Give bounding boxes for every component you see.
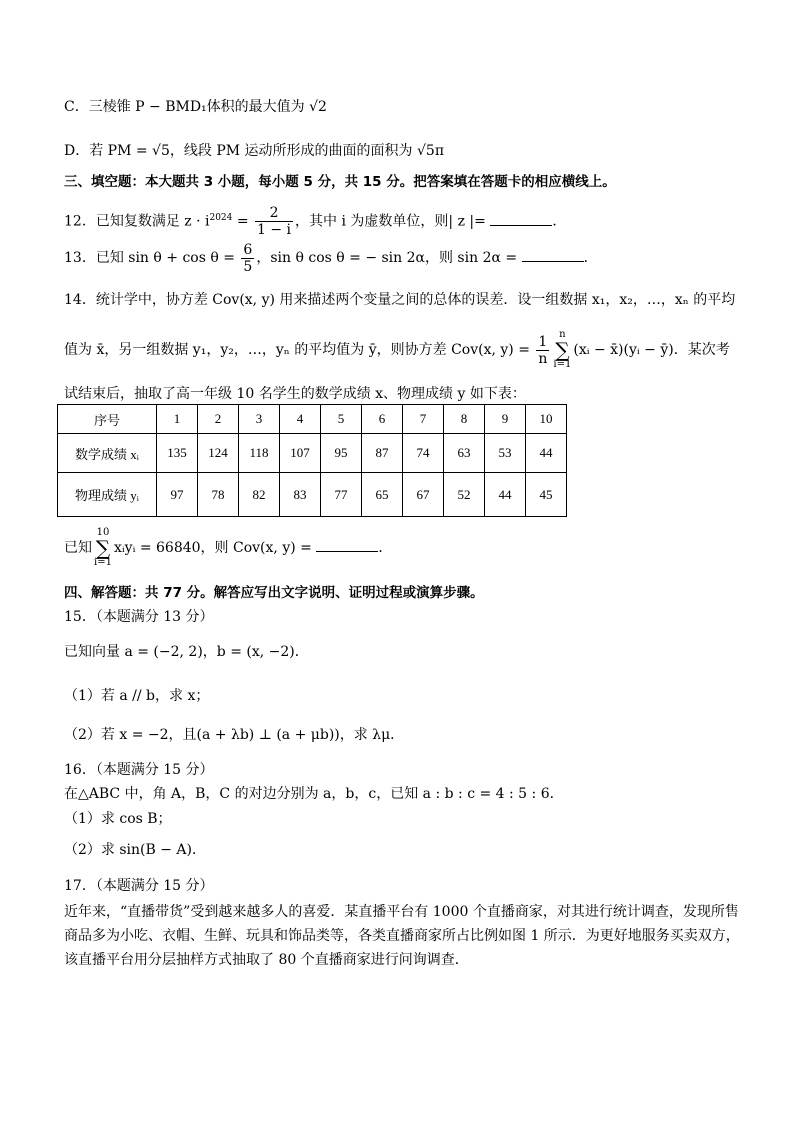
score-table bbox=[57, 404, 567, 517]
q14-fraction bbox=[536, 334, 549, 367]
table-header-cell: 2 bbox=[198, 405, 239, 434]
table-cell: 74 bbox=[403, 434, 444, 473]
q13-lead: 13．已知 sin θ + cos θ = bbox=[64, 250, 240, 266]
table-cell: 65 bbox=[362, 473, 403, 517]
table-row bbox=[58, 434, 567, 473]
q12-denominator: 1 − i bbox=[257, 222, 292, 239]
q14-line-2b: (xᵢ − x̄)(yᵢ − ȳ)．某次考 bbox=[573, 342, 730, 358]
table-cell: 82 bbox=[239, 473, 280, 517]
table-cell: 77 bbox=[321, 473, 362, 517]
table-header-label: 序号 bbox=[58, 405, 157, 434]
q12-exponent: 2024 bbox=[209, 213, 233, 223]
table-cell: 44 bbox=[485, 473, 526, 517]
table-cell: 97 bbox=[157, 473, 198, 517]
q16-stem: 在△ABC 中，角 A，B，C 的对边分别为 a，b，c，已知 a : b : c = 4 : 5 : 6． bbox=[64, 786, 564, 802]
q12-tail: ，其中 i 为虚数单位，则| z |= bbox=[295, 213, 491, 230]
q13-answer-blank[interactable] bbox=[522, 249, 584, 262]
table-cell: 53 bbox=[485, 434, 526, 473]
q14-line-4a: 已知 bbox=[64, 540, 92, 556]
q14-line-4: 已知10 ∑ i=1xᵢyᵢ = 66840，则 Cov(x, y) = ． bbox=[64, 527, 393, 568]
q14-frac-den: n bbox=[538, 350, 548, 367]
sigma-icon: ∑ bbox=[95, 536, 111, 560]
table-header-cell: 8 bbox=[444, 405, 485, 434]
q16-part-2: （2）求 sin(B − A)． bbox=[64, 842, 206, 858]
q14-line-2a: 值为 x̄，另一组数据 y₁，y₂，…，yₙ 的平均值为 ȳ，则协方差 Cov(x, y) = bbox=[64, 342, 535, 358]
table-header-cell: 9 bbox=[485, 405, 526, 434]
q14-frac-num: 1 bbox=[536, 334, 549, 351]
table-cell: 124 bbox=[198, 434, 239, 473]
table-row-label: 物理成绩 yᵢ bbox=[58, 473, 157, 517]
q12-fraction bbox=[255, 205, 293, 238]
q14-summation-2 bbox=[94, 528, 112, 568]
sigma-icon: ∑ bbox=[555, 338, 570, 362]
table-header-cell: 6 bbox=[362, 405, 403, 434]
q12-answer-blank[interactable] bbox=[490, 213, 552, 226]
q14-line-3: 试结束后，抽取了高一年级 10 名学生的数学成绩 x、物理成绩 y 如下表： bbox=[64, 386, 526, 402]
q13-numerator: 6 bbox=[243, 241, 253, 258]
table-cell: 45 bbox=[526, 473, 567, 517]
table-cell: 118 bbox=[239, 434, 280, 473]
q17-line-2: 商品多为小吃、衣帽、生鲜、玩具和饰品类等，各类直播商家所占比例如图 1 所示．为更好地服务买卖双方， bbox=[64, 928, 740, 944]
table-header-cell: 10 bbox=[526, 405, 567, 434]
q16-title: 16．（本题满分 15 分） bbox=[64, 762, 214, 778]
q14-sum2-upper: 10 bbox=[96, 527, 110, 538]
q17-line-3: 该直播平台用分层抽样方式抽取了 80 个直播商家进行问询调查． bbox=[64, 952, 469, 968]
section-3-heading: 三、填空题：本大题共 3 小题，每小题 5 分，共 15 分。把答案填在答题卡的相应横线上。 bbox=[64, 174, 616, 190]
option-c: C．三棱锥 P − BMD₁体积的最大值为 √2 bbox=[64, 99, 327, 115]
q14-line-4b: xᵢyᵢ = 66840，则 Cov(x, y) = bbox=[113, 540, 317, 556]
question-12: 12．已知复数满足 $z \cdot i^{2024}$ = $\frac{2}{1 - i}$ ，其中 i 为虚数单位，则| z |= ． bbox=[64, 205, 567, 239]
table-cell: 107 bbox=[280, 434, 321, 473]
q12-eq: = bbox=[232, 213, 254, 230]
table-cell: 44 bbox=[526, 434, 567, 473]
q12-lead: 12．已知复数满足 z · i bbox=[64, 213, 210, 230]
table-header-cell: 1 bbox=[157, 405, 198, 434]
q14-line-1: 14．统计学中，协方差 Cov(x, y) 用来描述两个变量之间的总体的误差．设一组数据 x₁，x₂，…，xₙ 的平均 bbox=[64, 292, 736, 308]
q13-denominator: 5 bbox=[243, 258, 253, 275]
table-row-label: 数学成绩 xᵢ bbox=[58, 434, 157, 473]
table-header-cell: 5 bbox=[321, 405, 362, 434]
q16-part-1: （1）求 cos B； bbox=[64, 811, 172, 827]
q14-sum-lower: i=1 bbox=[553, 359, 572, 370]
section-4-heading: 四、解答题：共 77 分。解答应写出文字说明、证明过程或演算步骤。 bbox=[64, 585, 484, 601]
table-cell: 67 bbox=[403, 473, 444, 517]
q13-fraction bbox=[241, 242, 254, 275]
table-cell: 83 bbox=[280, 473, 321, 517]
q14-answer-blank[interactable] bbox=[316, 539, 378, 552]
table-header-cell: 4 bbox=[280, 405, 321, 434]
q14-line-2 bbox=[64, 330, 730, 370]
table-cell: 87 bbox=[362, 434, 403, 473]
q15-part-1: （1）若 a // b，求 x； bbox=[64, 688, 210, 704]
table-cell: 63 bbox=[444, 434, 485, 473]
question-13: 13．已知 sin θ + cos θ = $\frac{6}{5}$ ，sin θ cos θ = − sin 2α，则 sin 2α = ． bbox=[64, 241, 598, 275]
q12-numerator: 2 bbox=[255, 205, 293, 222]
q17-line-1: 近年来，“直播带货”受到越来越多人的喜爱．某直播平台有 1000 个直播商家，对其进行统计调查，发现所售 bbox=[64, 904, 739, 920]
q15-part-2: （2）若 x = −2，且(a + λb) ⊥ (a + μb))，求 λμ． bbox=[64, 727, 405, 743]
option-d: D．若 PM = √5，线段 PM 运动所形成的曲面的面积为 √5π bbox=[64, 143, 445, 159]
table-row bbox=[58, 473, 567, 517]
table-cell: 52 bbox=[444, 473, 485, 517]
q13-tail: ，sin θ cos θ = − sin 2α，则 sin 2α = bbox=[256, 250, 522, 266]
table-cell: 95 bbox=[321, 434, 362, 473]
q14-sum-upper: n bbox=[559, 329, 566, 340]
table-cell: 78 bbox=[198, 473, 239, 517]
q14-sum2-lower: i=1 bbox=[94, 557, 112, 568]
q17-title: 17．（本题满分 15 分） bbox=[64, 878, 214, 894]
table-header-cell: 7 bbox=[403, 405, 444, 434]
q14-summation bbox=[553, 330, 571, 370]
table-cell: 135 bbox=[157, 434, 198, 473]
q15-stem: 已知向量 a = (−2, 2)，b = (x, −2)． bbox=[64, 644, 309, 660]
table-header-cell: 3 bbox=[239, 405, 280, 434]
q15-title: 15．（本题满分 13 分） bbox=[64, 609, 214, 625]
table-header-row bbox=[58, 405, 567, 434]
